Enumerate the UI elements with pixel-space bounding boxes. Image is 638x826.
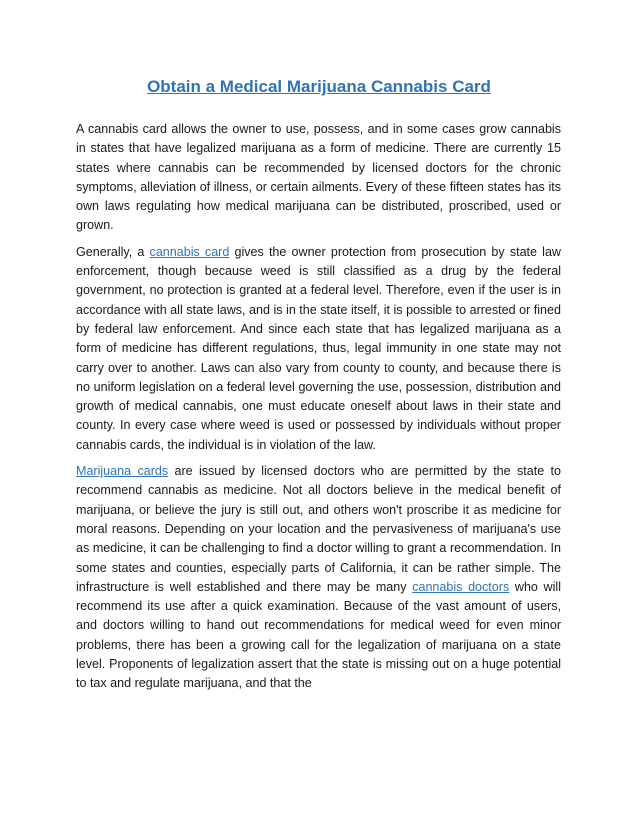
paragraph-2-text-start: Generally, a [76, 244, 150, 259]
paragraph-3-text-middle: are issued by licensed doctors who are permitted by the state to recommend cannabis as medicine. Not all doctors believe in the medical benefit of marijuana, or believe the jury is still out, and others won't proscribe it as medicine for moral reasons. Depending on your location and the pervasiveness of marijuana's use as medicine, it can be challenging to find a doctor willing to grant a recommendation. In some states and counties, especially parts of California, it can be rather simple. The infrastructure is well established and there may be many [76, 464, 561, 594]
paragraph-1: A cannabis card allows the owner to use, possess, and in some cases grow cannabis in states that have legalized marijuana as a form of medicine. There are currently 15 states where cannabis can be recommended by licensed doctors for the chronic symptoms, alleviation of illness, or certain ailments. Every of these fifteen states has its own laws regulating how medical marijuana can be distributed, proscribed, used or grown. [76, 122, 561, 233]
paragraph-3-text-end: who will recommend its use after a quick examination. Because of the vast amount of users, and doctors willing to hand out recommendations for medical weed for even minor problems, there has been a growing call for the legalization of marijuana on a state level. Proponents of legalization assert that the state is missing out on a huge potential to tax and regulate marijuana, and that the [76, 579, 561, 691]
cannabis-card-link[interactable]: cannabis card [149, 244, 230, 259]
paragraph-3 [76, 462, 561, 694]
cannabis-doctors-link[interactable]: cannabis doctors [412, 579, 510, 594]
paragraph-2 [76, 243, 561, 455]
page-title: Obtain a Medical Marijuana Cannabis Card [147, 77, 491, 96]
paragraph-2-text-rest: gives the owner protection from prosecution by state law enforcement, though because weed is still classified as a drug by the federal government, no protection is granted at a federal level. Therefore, even if the user is in accordance with all state laws, and is in the state itself, it is possible to arrested or fined by federal law enforcement. And since each state that has legalized marijuana as a form of medicine has different regulations, thus, legal immunity in one state may not carry over to another. Laws can also vary from county to county, and because there is no uniform legislation on a federal level governing the use, possession, distribution and growth of medical cannabis, one must educate oneself about laws in their state and county. In every case where weed is used or possessed by individuals without proper cannabis cards, the individual is in violation of the law. [76, 244, 561, 452]
marijuana-cards-link[interactable]: Marijuana cards [76, 464, 169, 479]
document-body [76, 120, 561, 701]
